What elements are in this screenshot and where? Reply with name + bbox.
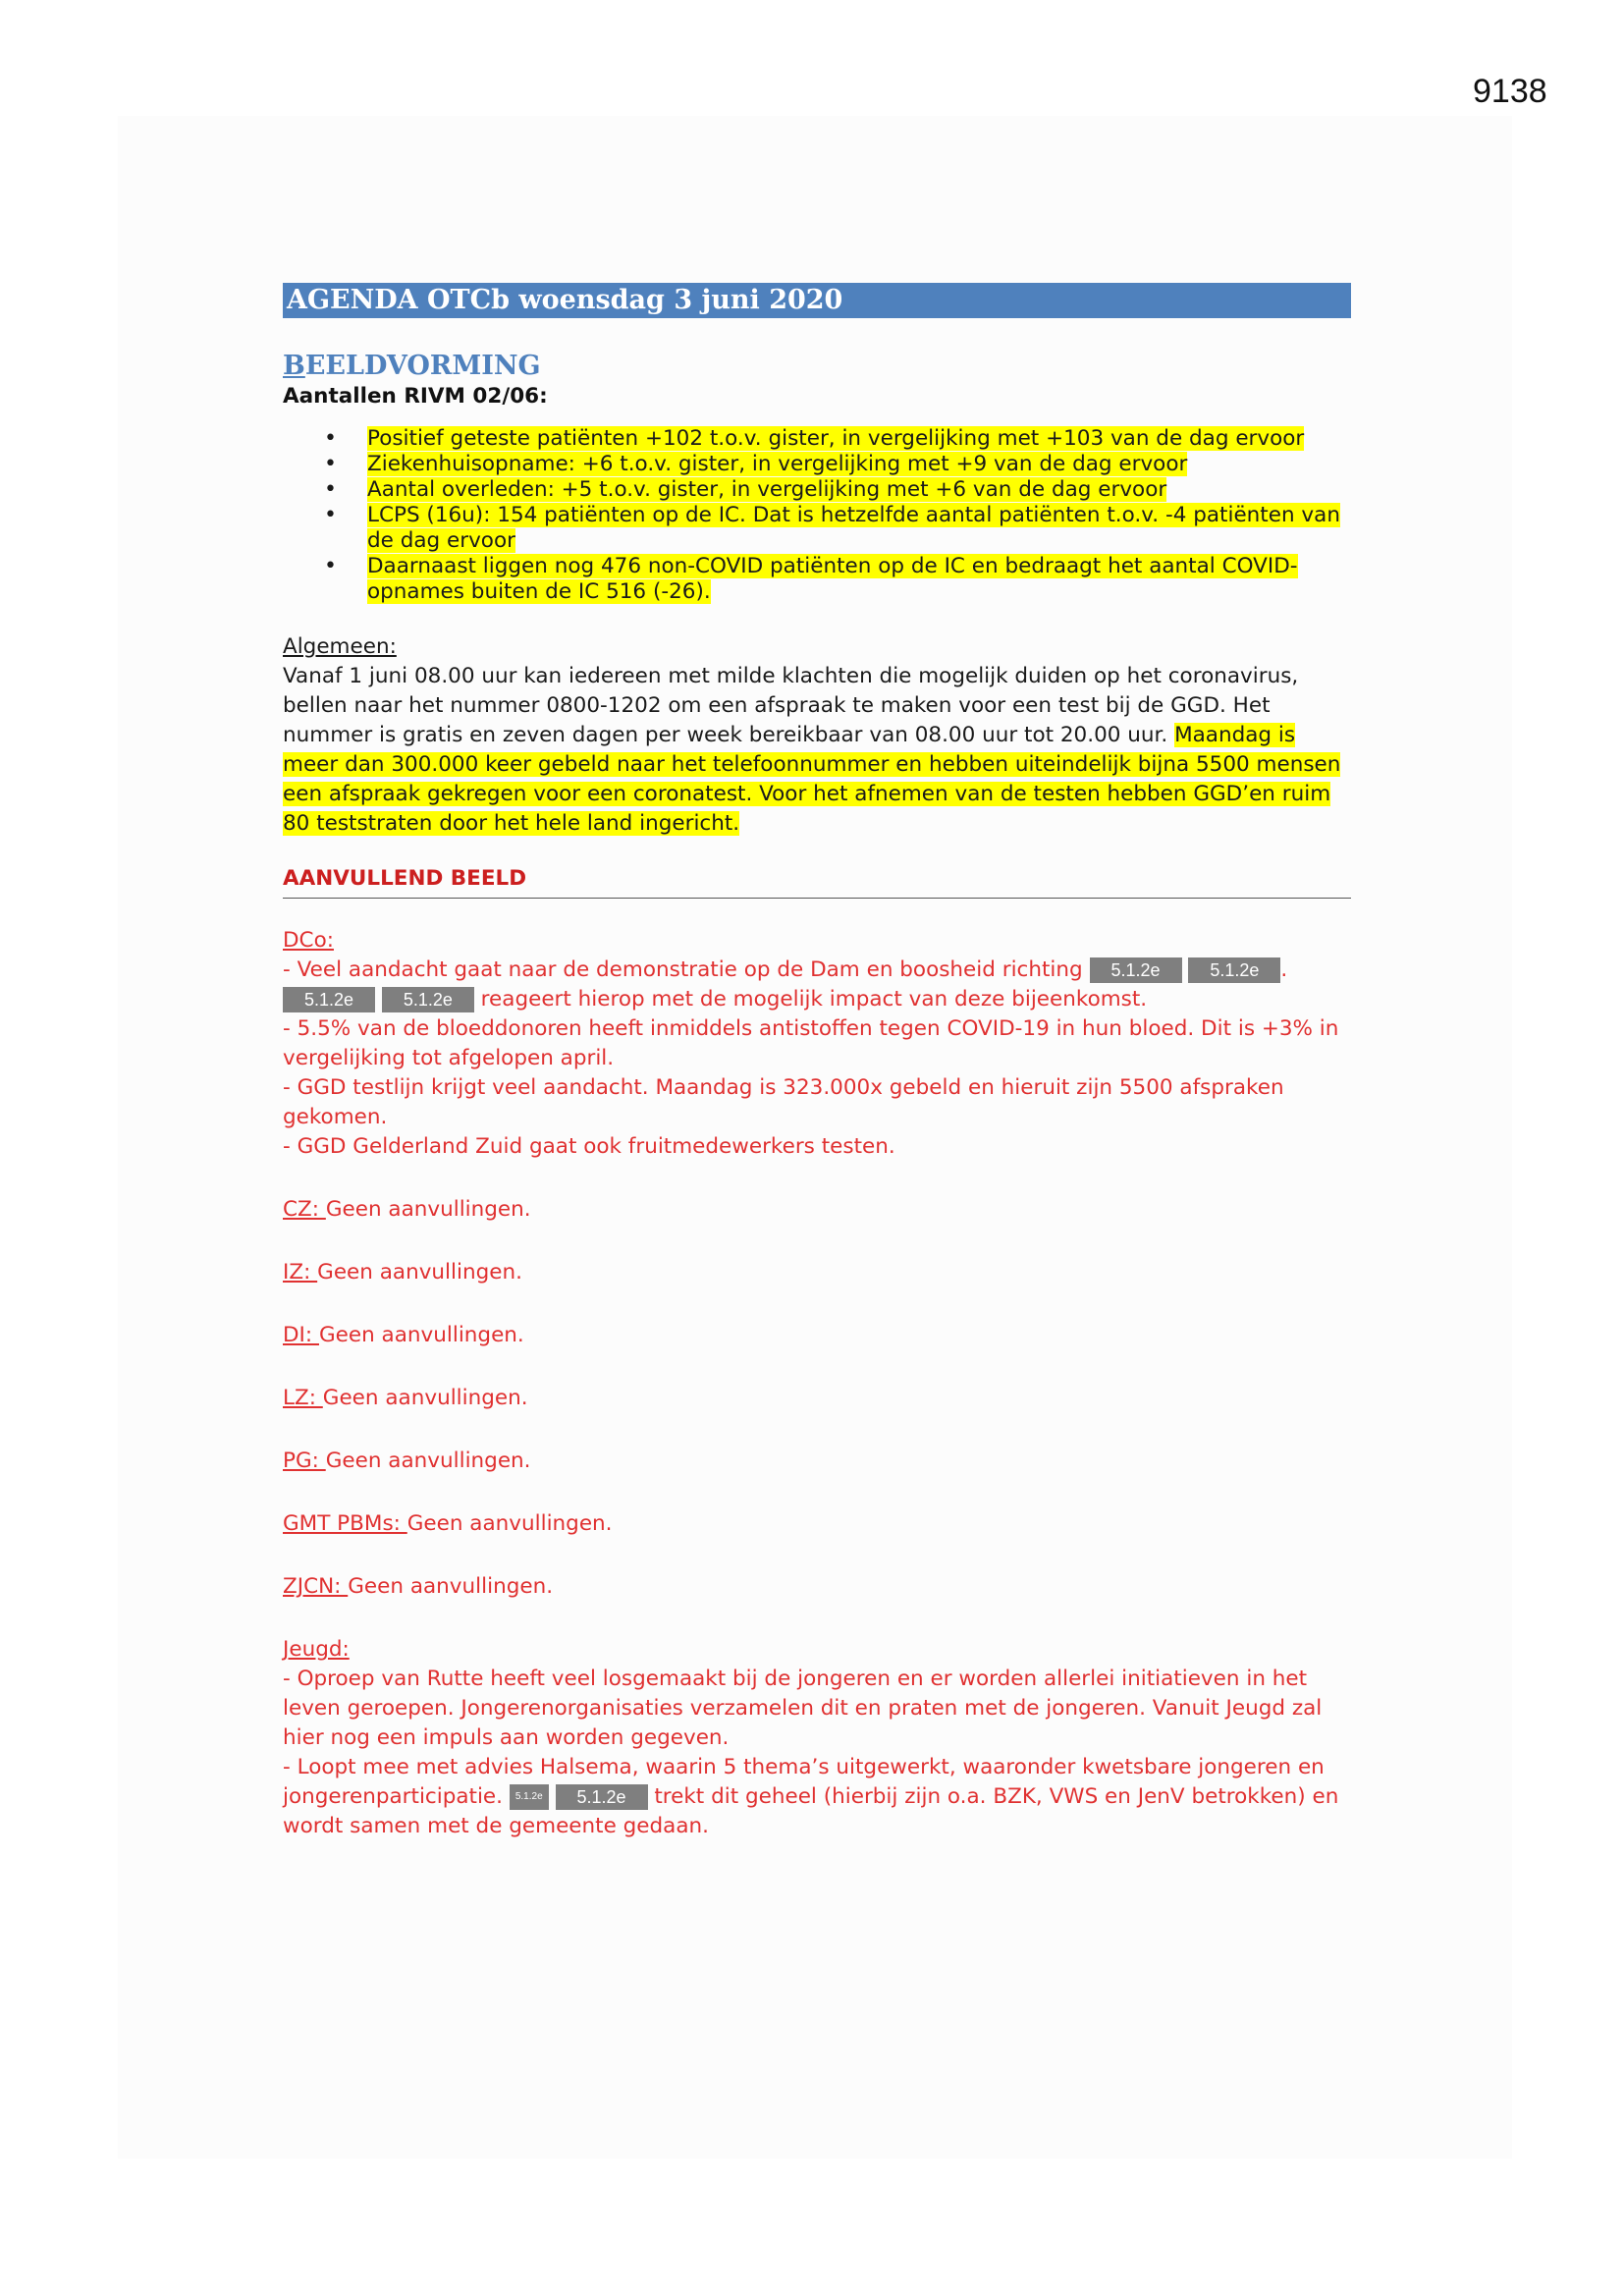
bullet-icon: •	[324, 477, 337, 502]
bullet-icon: •	[324, 426, 337, 451]
jeugd-line-1: - Oproep van Rutte heeft veel losgemaakt bij de jongeren en er worden allerlei initiatieven in het leven geroepen. Jongerenorganisaties verzamelen dit en praten met de jongeren. Vanuit Jeugd zal hier nog een impuls aan worden gegeven.	[283, 1667, 1323, 1750]
bullet-text: Ziekenhuisopname: +6 t.o.v. gister, in vergelijking met +9 van de dag ervoor	[367, 452, 1188, 476]
page-number: 9138	[1473, 73, 1547, 110]
redaction-box: 5.1.2e	[382, 987, 474, 1012]
cz-item	[283, 1195, 1351, 1225]
algemeen-section	[283, 632, 1351, 839]
jeugd-text: trekt dit geheel (hierbij zijn o.a. BZK, VWS en JenV betrokken) en wordt samen met de gemeente gedaan.	[283, 1784, 1339, 1838]
item-text: Geen aanvullingen.	[325, 1197, 531, 1222]
item-label: GMT PBMs:	[283, 1511, 407, 1536]
item-label: LZ:	[283, 1386, 323, 1410]
section-title-beeldvorming	[283, 350, 1351, 383]
algemeen-label: Algemeen:	[283, 634, 397, 659]
item-label: CZ:	[283, 1197, 326, 1222]
list-item	[283, 503, 1351, 554]
dco-text: reageert hierop met de mogelijk impact van deze bijeenkomst.	[473, 987, 1148, 1011]
jeugd-line-2	[283, 1753, 1351, 1841]
item-text: Geen aanvullingen.	[348, 1574, 554, 1599]
lz-item	[283, 1384, 1351, 1413]
redaction-box: 5.1.2e	[1188, 957, 1280, 983]
di-item	[283, 1321, 1351, 1350]
item-text: Geen aanvullingen.	[406, 1511, 613, 1536]
dco-line-1	[283, 956, 1351, 985]
section-title-rest: EELDVORMING	[304, 351, 541, 381]
jeugd-section	[283, 1635, 1351, 1841]
bullet-icon: •	[324, 503, 337, 527]
redaction-box: 5.1.2e	[283, 987, 375, 1012]
dco-text: - Veel aandacht gaat naar de demonstratie op de Dam en boosheid richting	[283, 957, 1090, 982]
dco-text: .	[1280, 957, 1288, 982]
bullet-text: Daarnaast liggen nog 476 non-COVID patiënten op de IC en bedraagt het aantal COVID-opnames buiten de IC 516 (-26).	[367, 554, 1298, 604]
algemeen-text: Vanaf 1 juni 08.00 uur kan iedereen met milde klachten die mogelijk duiden op het coronavirus, bellen naar het nummer 0800-1202 om een afspraak te maken voor een test bij de GGD. Het nummer is gratis en zeven dagen per week bereikbaar van 08.00 uur tot 20.00 uur.	[283, 664, 1299, 747]
agenda-title-bar: AGENDA OTCb woensdag 3 juni 2020	[283, 283, 1351, 318]
item-text: Geen aanvullingen.	[322, 1386, 528, 1410]
jeugd-text: - Loopt mee met advies Halsema, waarin 5 thema’s uitgewerkt, waaronder kwetsbare jongeren en jongerenparticipatie.	[283, 1755, 1325, 1809]
redaction-box: 5.1.2e	[1090, 957, 1182, 983]
dco-line-3: - 5.5% van de bloeddonoren heeft inmiddels antistoffen tegen COVID-19 in hun bloed. Dit is +3% in vergelijking tot afgelopen april.	[283, 1016, 1339, 1070]
bullet-icon: •	[324, 452, 337, 476]
dco-line-5: - GGD Gelderland Zuid gaat ook fruitmedewerkers testen.	[283, 1134, 895, 1159]
item-text: Geen aanvullingen.	[325, 1449, 531, 1473]
item-text: Geen aanvullingen.	[318, 1323, 524, 1347]
dco-line-2	[283, 985, 1351, 1014]
redaction-box: 5.1.2e	[510, 1784, 549, 1810]
algemeen-paragraph	[283, 662, 1351, 839]
redaction-box: 5.1.2e	[556, 1784, 648, 1810]
document-content	[283, 283, 1351, 1841]
gmt-pbms-item	[283, 1509, 1351, 1539]
list-item	[283, 477, 1351, 503]
dco-line-4: - GGD testlijn krijgt veel aandacht. Maandag is 323.000x gebeld en hieruit zijn 5500 afspraken gekomen.	[283, 1075, 1284, 1129]
bullet-text: Positief geteste patiënten +102 t.o.v. gister, in vergelijking met +103 van de dag ervoor	[367, 426, 1305, 451]
rivm-bullet-list	[283, 426, 1351, 605]
rivm-subtitle: Aantallen RIVM 02/06:	[283, 384, 548, 409]
dco-label: DCo:	[283, 928, 334, 953]
jeugd-label: Jeugd:	[283, 1637, 350, 1662]
dco-section	[283, 926, 1351, 1162]
bullet-text: Aantal overleden: +5 t.o.v. gister, in vergelijking met +6 van de dag ervoor	[367, 477, 1167, 502]
list-item	[283, 426, 1351, 452]
item-label: PG:	[283, 1449, 326, 1473]
item-label: ZJCN:	[283, 1574, 349, 1599]
pg-item	[283, 1447, 1351, 1476]
section-title-initial: B	[283, 351, 305, 381]
list-item	[283, 554, 1351, 605]
item-text: Geen aanvullingen.	[317, 1260, 522, 1285]
algemeen-highlighted-text: Maandag is meer dan 300.000 keer gebeld naar het telefoonnummer en hebben uiteindelijk bijna 5500 mensen een afspraak gekregen voor een coronatest. Voor het afnemen van de testen hebben GGD’en ruim 80 teststraten door het hele land ingericht.	[283, 723, 1341, 836]
zjcn-item	[283, 1572, 1351, 1602]
bullet-text: LCPS (16u): 154 patiënten op de IC. Dat is hetzelfde aantal patiënten t.o.v. -4 patiënten van de dag ervoor	[367, 503, 1340, 553]
item-label: DI:	[283, 1323, 319, 1347]
iz-item	[283, 1258, 1351, 1287]
list-item	[283, 452, 1351, 477]
item-label: IZ:	[283, 1260, 318, 1285]
bullet-icon: •	[324, 554, 337, 578]
aanvullend-title: AANVULLEND BEELD	[283, 864, 1351, 899]
